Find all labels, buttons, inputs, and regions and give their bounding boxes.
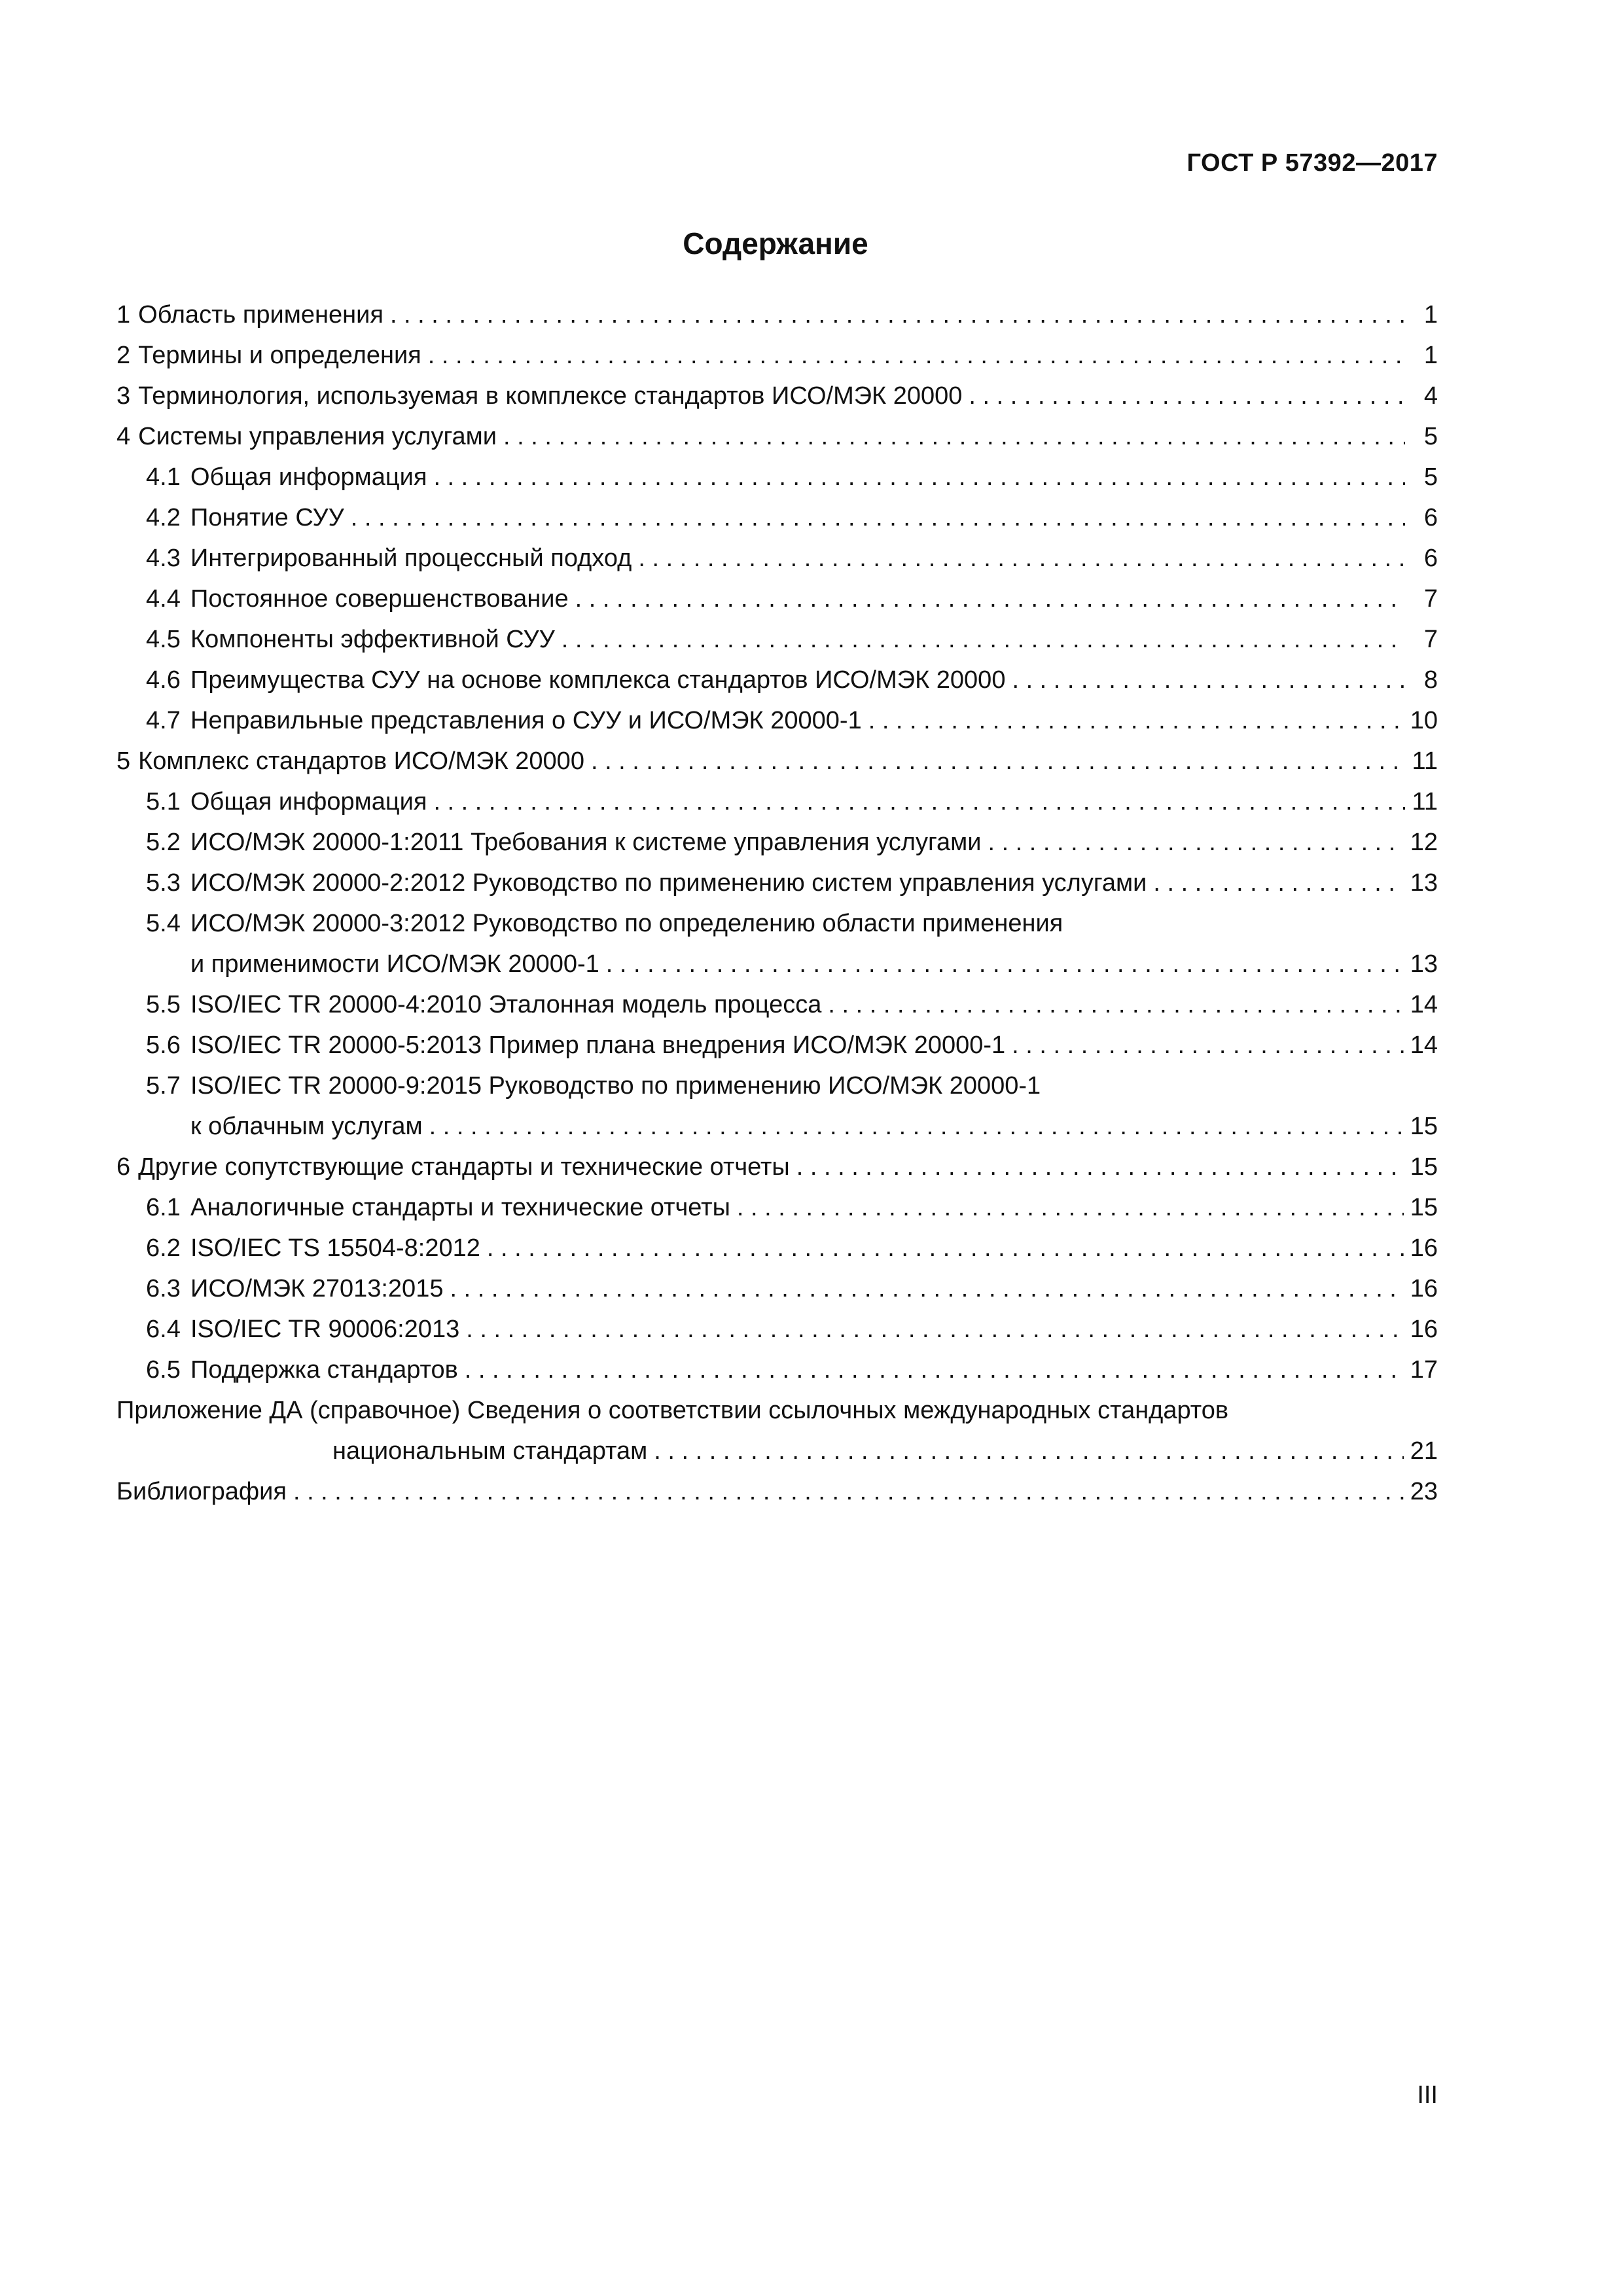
toc-entry[interactable] xyxy=(116,822,1438,863)
toc-entry-number: 4 xyxy=(116,423,131,450)
toc-entry-continuation: национальным стандартам xyxy=(332,1437,648,1465)
toc-entry[interactable] xyxy=(116,619,1438,660)
toc-entry-page: 16 xyxy=(1410,1275,1438,1302)
toc-entry-number: 6.2 xyxy=(146,1234,181,1262)
dot-leader xyxy=(390,295,1405,335)
toc-entry[interactable] xyxy=(116,497,1438,538)
toc-entry-line xyxy=(146,538,1438,579)
dot-leader xyxy=(450,1268,1403,1309)
toc-entry-page: 7 xyxy=(1423,626,1438,653)
dot-leader xyxy=(575,579,1405,619)
toc-entry-title: Библиография xyxy=(116,1478,287,1505)
toc-entry-line xyxy=(116,1390,1438,1431)
toc-entry-number: 5.5 xyxy=(146,991,181,1018)
toc-entry-number: 5.2 xyxy=(146,829,181,856)
toc-entry-title: Область применения xyxy=(138,301,383,329)
toc-entry[interactable] xyxy=(116,1471,1438,1512)
toc-entry-line xyxy=(146,660,1438,700)
toc-entry-line xyxy=(146,781,1438,822)
toc-entry-continuation: к облачным услугам xyxy=(190,1113,423,1140)
toc-title: Содержание xyxy=(683,226,868,260)
toc-entry-line xyxy=(116,376,1438,416)
toc-entry[interactable] xyxy=(116,863,1438,903)
toc-entry-continuation-line xyxy=(116,1431,1438,1471)
toc-entry-number: 5.7 xyxy=(146,1072,181,1100)
toc-entry[interactable] xyxy=(116,741,1438,781)
toc-entry-page: 15 xyxy=(1410,1113,1438,1140)
dot-leader xyxy=(1012,660,1405,700)
toc-entry-continuation-line xyxy=(146,1106,1438,1147)
document-code: ГОСТ Р 57392—2017 xyxy=(1186,149,1438,177)
toc-entry[interactable] xyxy=(116,1066,1438,1147)
toc-entry-page: 5 xyxy=(1423,463,1438,491)
dot-leader xyxy=(1012,1025,1404,1066)
toc-entry-page: 16 xyxy=(1410,1234,1438,1262)
dot-leader xyxy=(591,741,1405,781)
toc-entry[interactable] xyxy=(116,538,1438,579)
toc-entry-line xyxy=(146,1228,1438,1268)
dot-leader xyxy=(988,822,1403,863)
toc-entry-line xyxy=(116,295,1438,335)
toc-entry-title: Аналогичные стандарты и технические отчеты xyxy=(190,1194,730,1221)
toc-entry-page: 5 xyxy=(1423,423,1438,450)
toc-entry[interactable] xyxy=(116,700,1438,741)
toc-entry[interactable] xyxy=(116,1228,1438,1268)
toc-entry-page: 6 xyxy=(1423,504,1438,531)
dot-leader xyxy=(428,335,1405,376)
toc-entry-number: 4.4 xyxy=(146,585,181,613)
toc-entry[interactable] xyxy=(116,984,1438,1025)
toc-entry-line xyxy=(146,1268,1438,1309)
toc-entry-page: 14 xyxy=(1410,991,1438,1018)
table-of-contents xyxy=(116,295,1438,1512)
dot-leader xyxy=(969,376,1405,416)
toc-entry-line xyxy=(146,1309,1438,1350)
toc-entry-title: Неправильные представления о СУУ и ИСО/МЭК 20000-1 xyxy=(190,707,862,734)
toc-entry-page: 23 xyxy=(1410,1478,1438,1505)
dot-leader xyxy=(503,416,1405,457)
toc-entry-title: Системы управления услугами xyxy=(138,423,497,450)
toc-entry-line xyxy=(146,863,1438,903)
toc-entry-line xyxy=(146,497,1438,538)
toc-entry-number: 5.4 xyxy=(146,910,181,937)
toc-entry-page: 11 xyxy=(1412,788,1438,816)
toc-entry-number: 4.6 xyxy=(146,666,181,694)
toc-entry-title: ИСО/МЭК 27013:2015 xyxy=(190,1275,444,1302)
toc-entry-line xyxy=(146,984,1438,1025)
toc-entry-number: 4.1 xyxy=(146,463,181,491)
toc-entry[interactable] xyxy=(116,1350,1438,1390)
toc-entry-page: 16 xyxy=(1410,1316,1438,1343)
toc-entry[interactable] xyxy=(116,903,1438,984)
toc-entry-page: 8 xyxy=(1423,666,1438,694)
toc-entry[interactable] xyxy=(116,416,1438,457)
toc-entry-title: ISO/IEC TS 15504-8:2012 xyxy=(190,1234,480,1262)
dot-leader xyxy=(351,497,1405,538)
toc-entry-number: 6.1 xyxy=(146,1194,181,1221)
dot-leader xyxy=(293,1471,1404,1512)
toc-entry-continuation: и применимости ИСО/МЭК 20000-1 xyxy=(190,950,599,978)
toc-entry-line xyxy=(146,822,1438,863)
toc-entry[interactable] xyxy=(116,457,1438,497)
dot-leader xyxy=(433,781,1405,822)
dot-leader xyxy=(487,1228,1404,1268)
toc-entry[interactable] xyxy=(116,1187,1438,1228)
toc-entry-page: 4 xyxy=(1423,382,1438,410)
toc-entry-line xyxy=(116,416,1438,457)
toc-entry-page: 1 xyxy=(1423,342,1438,369)
dot-leader xyxy=(654,1431,1403,1471)
toc-entry-title: Термины и определения xyxy=(138,342,421,369)
toc-entry-line xyxy=(116,1147,1438,1187)
toc-entry[interactable] xyxy=(116,1309,1438,1350)
toc-entry-number: 5.1 xyxy=(146,788,181,816)
toc-entry[interactable] xyxy=(116,1268,1438,1309)
dot-leader xyxy=(796,1147,1404,1187)
toc-entry-title: ISO/IEC TR 20000-9:2015 Руководство по применению ИСО/МЭК 20000-1 xyxy=(190,1072,1041,1100)
dot-leader xyxy=(465,1350,1404,1390)
toc-entry-line xyxy=(146,903,1438,944)
toc-entry-number: 5.6 xyxy=(146,1031,181,1059)
toc-entry-title: ISO/IEC TR 20000-5:2013 Пример плана внедрения ИСО/МЭК 20000-1 xyxy=(190,1031,1006,1059)
toc-entry-title: Постоянное совершенствование xyxy=(190,585,569,613)
toc-entry-title: Поддержка стандартов xyxy=(190,1356,458,1384)
toc-entry-page: 17 xyxy=(1410,1356,1438,1384)
dot-leader xyxy=(606,944,1404,984)
toc-entry-number: 2 xyxy=(116,342,131,369)
toc-entry-title: Терминология, используемая в комплексе стандартов ИСО/МЭК 20000 xyxy=(138,382,963,410)
toc-entry-line xyxy=(146,1025,1438,1066)
toc-entry-page: 7 xyxy=(1423,585,1438,613)
toc-entry-line xyxy=(116,335,1438,376)
dot-leader xyxy=(737,1187,1404,1228)
toc-entry-page: 15 xyxy=(1410,1153,1438,1181)
dot-leader xyxy=(562,619,1405,660)
toc-entry[interactable] xyxy=(116,1390,1438,1471)
page-number: III xyxy=(1417,2081,1438,2109)
toc-entry-title: Комплекс стандартов ИСО/МЭК 20000 xyxy=(138,747,584,775)
toc-entry[interactable] xyxy=(116,335,1438,376)
dot-leader xyxy=(868,700,1404,741)
toc-entry-page: 13 xyxy=(1410,869,1438,897)
toc-entry-page: 10 xyxy=(1410,707,1438,734)
toc-entry-line xyxy=(146,457,1438,497)
toc-entry-page: 11 xyxy=(1412,747,1438,775)
toc-entry-number: 5.3 xyxy=(146,869,181,897)
toc-entry-number: 6 xyxy=(116,1153,131,1181)
toc-entry[interactable] xyxy=(116,376,1438,416)
dot-leader xyxy=(466,1309,1404,1350)
toc-entry-line xyxy=(146,1066,1438,1106)
toc-entry-line xyxy=(146,700,1438,741)
toc-entry-continuation-line xyxy=(146,944,1438,984)
toc-entry-line xyxy=(116,741,1438,781)
toc-entry-number: 1 xyxy=(116,301,131,329)
toc-entry-page: 15 xyxy=(1410,1194,1438,1221)
toc-entry-number: 6.4 xyxy=(146,1316,181,1343)
toc-entry-page: 14 xyxy=(1410,1031,1438,1059)
toc-entry[interactable] xyxy=(116,579,1438,619)
toc-entry-page: 13 xyxy=(1410,950,1438,978)
dot-leader xyxy=(828,984,1403,1025)
toc-entry-line xyxy=(146,619,1438,660)
toc-entry-number: 4.7 xyxy=(146,707,181,734)
toc-entry[interactable] xyxy=(116,781,1438,822)
toc-entry-title: Другие сопутствующие стандарты и технические отчеты xyxy=(138,1153,790,1181)
toc-entry-number: 4.2 xyxy=(146,504,181,531)
toc-entry-title: Понятие СУУ xyxy=(190,504,344,531)
dot-leader xyxy=(429,1106,1404,1147)
toc-entry-title: Общая информация xyxy=(190,788,427,816)
dot-leader xyxy=(433,457,1405,497)
toc-entry-page: 12 xyxy=(1410,829,1438,856)
toc-entry-title: Общая информация xyxy=(190,463,427,491)
toc-entry-title: ИСО/МЭК 20000-3:2012 Руководство по определению области применения xyxy=(190,910,1063,937)
toc-entry-line xyxy=(146,579,1438,619)
toc-entry-title: ISO/IEC TR 90006:2013 xyxy=(190,1316,460,1343)
toc-entry-page: 6 xyxy=(1423,545,1438,572)
toc-entry-title: ISO/IEC TR 20000-4:2010 Эталонная модель процесса xyxy=(190,991,822,1018)
toc-entry-title: Интегрированный процессный подход xyxy=(190,545,632,572)
toc-entry-page: 21 xyxy=(1410,1437,1438,1465)
toc-entry[interactable] xyxy=(116,1147,1438,1187)
toc-entry-line xyxy=(116,1471,1438,1512)
toc-entry-page: 1 xyxy=(1423,301,1438,329)
toc-entry-title: Компоненты эффективной СУУ xyxy=(190,626,555,653)
dot-leader xyxy=(638,538,1405,579)
toc-entry-title: ИСО/МЭК 20000-2:2012 Руководство по применению систем управления услугами xyxy=(190,869,1147,897)
toc-entry-line xyxy=(146,1187,1438,1228)
toc-entry-title: ИСО/МЭК 20000-1:2011 Требования к системе управления услугами xyxy=(190,829,982,856)
toc-entry-number: 6.3 xyxy=(146,1275,181,1302)
toc-entry[interactable] xyxy=(116,660,1438,700)
toc-entry-number: 4.5 xyxy=(146,626,181,653)
toc-entry-number: 4.3 xyxy=(146,545,181,572)
dot-leader xyxy=(1153,863,1403,903)
toc-entry[interactable] xyxy=(116,295,1438,335)
toc-entry-number: 5 xyxy=(116,747,131,775)
toc-entry-title: Приложение ДА (справочное) Сведения о соответствии ссылочных международных стандартов xyxy=(116,1397,1229,1424)
toc-entry-number: 3 xyxy=(116,382,131,410)
toc-entry[interactable] xyxy=(116,1025,1438,1066)
toc-entry-number: 6.5 xyxy=(146,1356,181,1384)
toc-entry-line xyxy=(146,1350,1438,1390)
toc-entry-title: Преимущества СУУ на основе комплекса стандартов ИСО/МЭК 20000 xyxy=(190,666,1006,694)
